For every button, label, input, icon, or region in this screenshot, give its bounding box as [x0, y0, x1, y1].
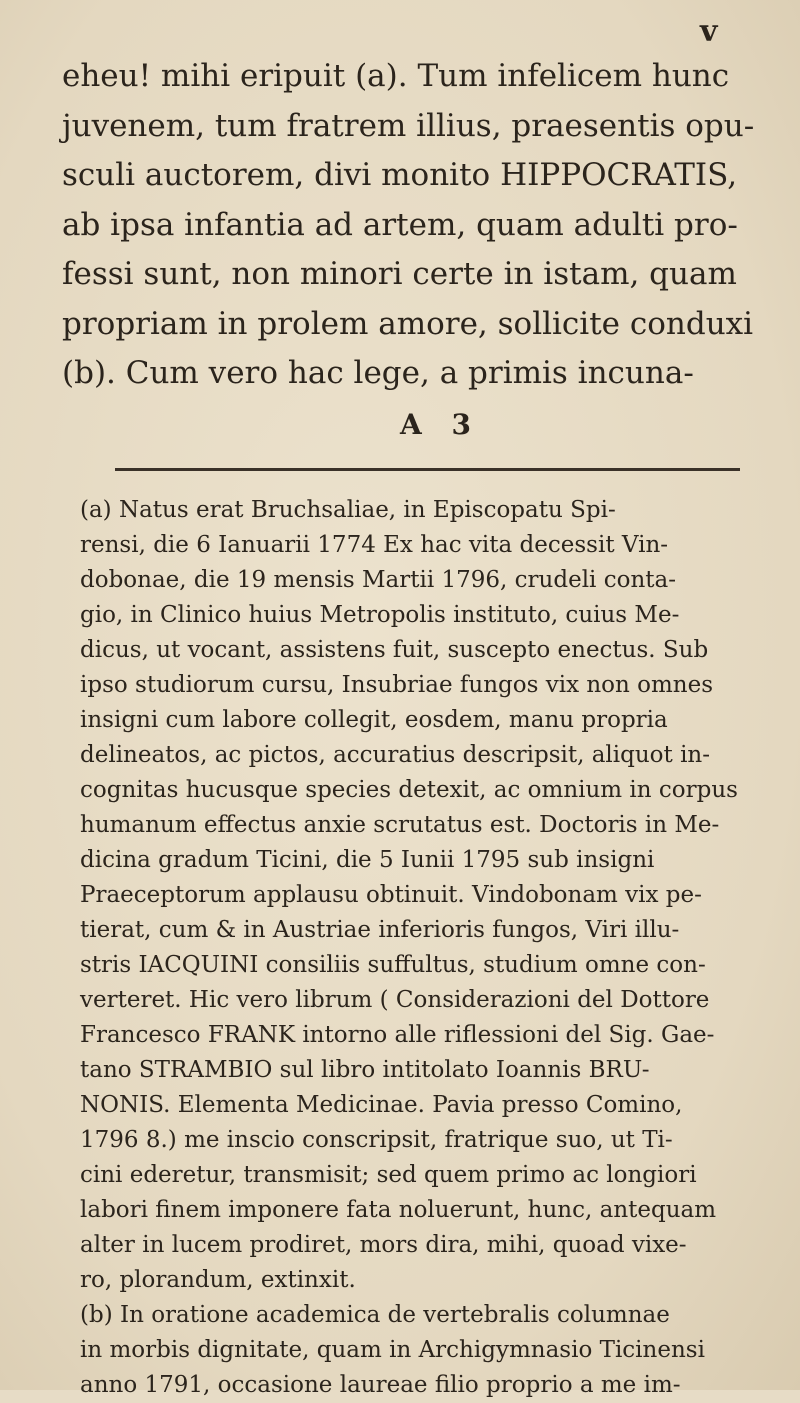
footnote-line: rensi, die 6 Ianuarii 1774 Ex hac vita decessit Vin-: [80, 532, 669, 558]
main-line: propriam in prolem amore, sollicite conduxi: [62, 305, 754, 342]
footnote-line: stris IACQUINI consiliis suffultus, studium omne con-: [80, 952, 706, 978]
main-line: sculi auctorem, divi monito HIPPOCRATIS,: [62, 157, 738, 193]
footnote-line: NONIS. Elementa Medicinae. Pavia presso Comino,: [80, 1092, 683, 1118]
footnote-line: ipso studiorum cursu, Insubriae fungos vix non omnes: [80, 672, 714, 698]
footnote-line: (a) Natus erat Bruchsaliae, in Episcopatu Spi-: [80, 497, 616, 523]
main-line: ab ipsa infantia ad artem, quam adulti pro-: [62, 206, 738, 243]
footnote-line: gio, in Clinico huius Metropolis instituto, cuius Me-: [80, 602, 680, 628]
footnote-line: Praeceptorum applausu obtinuit. Vindobonam vix pe-: [80, 882, 702, 908]
footnote-line: verteret. Hic vero librum ( Considerazioni del Dottore: [80, 987, 710, 1013]
footnote-line: humanum effectus anxie scrutatus est. Doctoris in Me-: [80, 812, 720, 838]
main-text: [62, 52, 774, 399]
main-line: eheu! mihi eripuit (a). Tum infelicem hunc: [62, 58, 730, 94]
footnote-line: alter in lucem prodiret, mors dira, mihi, quoad vixe-: [80, 1232, 687, 1258]
footnote-line: cognitas hucusque species detexit, ac omnium in corpus: [80, 777, 738, 803]
footnote-line: Francesco FRANK intorno alle riflessioni del Sig. Gae-: [80, 1022, 715, 1048]
footnote-line: dicus, ut vocant, assistens fuit, suscepto enectus. Sub: [80, 637, 709, 663]
footnote-line: labori finem imponere fata noluerunt, hunc, antequam: [80, 1197, 717, 1223]
main-line: juvenem, tum fratrem illius, praesentis opu-: [62, 107, 755, 144]
footnote-line: anno 1791, occasione laureae filio proprio a me im-: [80, 1372, 681, 1398]
footnote-line: in morbis dignitate, quam in Archigymnasio Ticinensi: [80, 1337, 705, 1363]
footnote-line: tano STRAMBIO sul libro intitolato Ioannis BRU-: [80, 1057, 650, 1083]
footnote-line: delineatos, ac pictos, accuratius descripsit, aliquot in-: [80, 742, 711, 768]
footnote-line: dicina gradum Ticini, die 5 Iunii 1795 sub insigni: [80, 847, 655, 873]
catchword: A 3: [400, 408, 481, 441]
main-line: fessi sunt, non minori certe in istam, quam: [62, 256, 737, 292]
footnotes: [80, 493, 786, 1403]
footnote-line: insigni cum labore collegit, eosdem, manu propria: [80, 707, 668, 733]
footnote-line: 1796 8.) me inscio conscripsit, fratrique suo, ut Ti-: [80, 1127, 673, 1153]
footnote-divider: [115, 468, 740, 471]
footnote-line: cini ederetur, transmisit; sed quem primo ac longiori: [80, 1162, 697, 1188]
signature-mark: v: [700, 14, 720, 49]
footnote-line: ro, plorandum, extinxit.: [80, 1267, 356, 1293]
footnote-line: dobonae, die 19 mensis Martii 1796, crudeli conta-: [80, 567, 676, 593]
footnote-line: (b) In oratione academica de vertebralis columnae: [80, 1302, 670, 1328]
main-line: (b). Cum vero hac lege, a primis incuna-: [62, 355, 694, 391]
footnote-line: tierat, cum & in Austriae inferioris fungos, Viri illu-: [80, 917, 680, 943]
